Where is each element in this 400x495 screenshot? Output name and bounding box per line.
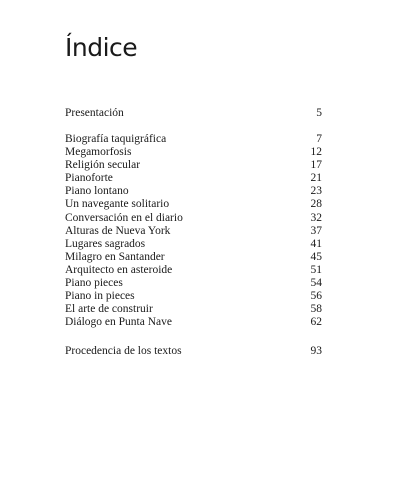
page-title: Índice (65, 33, 138, 62)
toc-entry (65, 238, 322, 251)
toc-page-number: 56 (310, 290, 322, 303)
toc-entry (65, 146, 322, 159)
toc-entry-title: Presentación (65, 107, 124, 119)
toc-entry-title: Pianoforte (65, 172, 113, 185)
toc-entry-title: Megamorfosis (65, 146, 132, 159)
toc-page-number: 5 (316, 107, 322, 119)
toc-page-number: 54 (310, 277, 322, 290)
toc-entry-title: Arquitecto en asteroide (65, 263, 173, 276)
toc-page-number: 23 (310, 185, 322, 198)
toc-entry-title: Religión secular (65, 159, 141, 172)
toc-entry (65, 198, 322, 211)
toc-intro-list (65, 107, 322, 120)
toc-entry (65, 264, 322, 277)
toc-entry-title: Un navegante solitario (65, 198, 170, 211)
toc-page-number: 62 (310, 316, 322, 329)
toc-page-number: 93 (310, 345, 322, 357)
toc-entry-title: Procedencia de los textos (65, 345, 182, 357)
toc-entry-title: Alturas de Nueva York (65, 224, 171, 237)
toc-page-number: 45 (310, 250, 322, 263)
toc-entry (65, 316, 322, 329)
toc-end-list (65, 345, 322, 358)
toc-page-number: 51 (310, 263, 322, 276)
toc-page-number: 21 (310, 172, 322, 185)
toc-entry (65, 212, 322, 225)
toc-entry (65, 185, 322, 198)
toc-entry (65, 159, 322, 172)
toc-page-number: 37 (310, 224, 322, 237)
toc-entry (65, 107, 322, 120)
toc-page-number: 7 (316, 133, 322, 145)
toc-entry (65, 172, 322, 185)
toc-entry-title: Diálogo en Punta Nave (65, 316, 172, 329)
toc-entry (65, 133, 322, 146)
toc-entry (65, 277, 322, 290)
toc-entry-title: El arte de construir (65, 303, 153, 316)
toc-entry (65, 251, 322, 264)
toc-entry-title: Piano lontano (65, 185, 129, 198)
toc-page-number: 12 (310, 146, 322, 159)
toc-page-number: 41 (310, 237, 322, 250)
toc-entry-title: Piano in pieces (65, 290, 135, 303)
toc-entry (65, 225, 322, 238)
toc-page-number: 17 (310, 159, 322, 172)
toc-entry-title: Lugares sagrados (65, 237, 146, 250)
toc-page-number: 28 (310, 198, 322, 211)
toc-entry-title: Piano pieces (65, 277, 123, 290)
toc-entry (65, 303, 322, 316)
toc-page-number: 58 (310, 303, 322, 316)
toc-page-number: 32 (310, 211, 322, 224)
toc-chapter-list (65, 133, 322, 329)
toc-entry-title: Biografía taquigráfica (65, 133, 167, 145)
toc-entry (65, 290, 322, 303)
toc-entry-title: Conversación en el diario (65, 211, 183, 224)
toc-entry-title: Milagro en Santander (65, 250, 165, 263)
toc-entry (65, 345, 322, 358)
